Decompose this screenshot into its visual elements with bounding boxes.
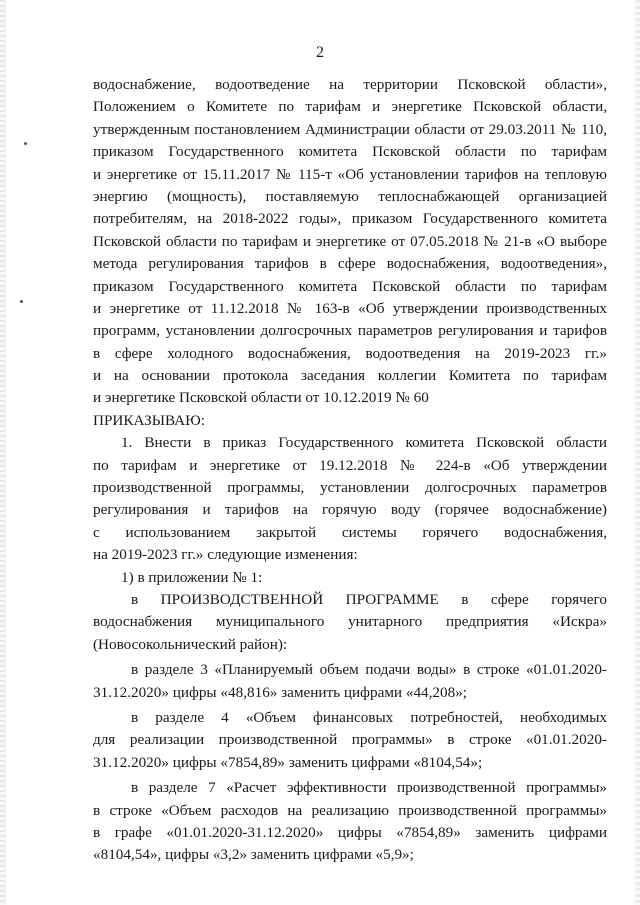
text-line: 1. Внести в приказ Государственного комитета Псковской области [121,434,607,452]
text-line: 1) в приложении № 1: [121,568,263,586]
text-line: приказом Государственного комитета Псковской области по тарифам [93,277,607,295]
text-line: на 2019-2023 гг.» следующие изменения: [93,546,358,564]
text-line: и энергетике от 15.11.2017 № 115-т «Об установлении тарифов на тепловую [93,165,607,183]
text-line: в ПРОИЗВОДСТВЕННОЙ ПРОГРАММЕ в сфере горячего [131,590,607,608]
text-line: по тарифам и энергетике от 19.12.2018 № 224-в «Об утверждении [93,456,607,474]
document-body [93,74,607,867]
text-line: Положением о Комитете по тарифам и энергетике Псковской области, [93,98,607,116]
order-heading: ПРИКАЗЫВАЮ: [93,411,205,429]
text-line: в сфере холодного водоснабжения, водоотведения на 2019-2023 гг.» [93,344,607,362]
text-line: с использованием закрытой системы горячего водоснабжения, [93,523,607,541]
text-line: потребителям, на 2018-2022 годы», приказом Государственного комитета [93,210,607,228]
text-line: в разделе 3 «Планируемый объем подачи воды» в строке «01.01.2020- [131,661,607,679]
text-line: энергию (мощность), поставляемую теплоснабжающей организацией [93,187,607,205]
text-line: водоснабжения муниципального унитарного предприятия «Искра» [93,613,607,631]
text-line: метода регулирования тарифов в сфере водоснабжения, водоотведения», [93,255,607,273]
text-line: программ, установлении долгосрочных параметров регулирования и тарифов [93,322,607,340]
page-number: 2 [316,44,324,61]
text-line: в разделе 7 «Расчет эффективности производственной программы» [131,779,607,797]
text-line: Псковской области по тарифам и энергетике от 07.05.2018 № 21-в «О выборе [93,232,607,250]
text-line: утвержденным постановлением Администрации области от 29.03.2011 № 110, [93,120,607,138]
text-line: и энергетике от 11.12.2018 № 163-в «Об утверждении производственных [93,299,607,317]
text-line: и энергетике Псковской области от 10.12.2019 № 60 [93,389,429,407]
scan-speck [24,142,27,145]
text-line: водоснабжение, водоотведение на территории Псковской области», [93,76,607,93]
text-line: в строке «Объем расходов на реализацию производственной программы» [93,801,607,819]
scan-edge-left [0,0,6,905]
scan-speck [20,300,23,303]
text-line: производственной программы, установлении долгосрочных параметров [93,479,607,497]
text-line: для реализации производственной программы» в строке «01.01.2020- [93,731,607,749]
text-line: (Новосокольнический район): [93,635,288,653]
text-line: и на основании протокола заседания коллегии Комитета по тарифам [93,367,607,385]
text-line: 31.12.2020» цифры «7854,89» заменить цифрами «8104,54»; [93,753,483,771]
text-line: «8104,54», цифры «3,2» заменить цифрами «5,9»; [93,846,414,864]
text-line: приказом Государственного комитета Псковской области по тарифам [93,143,607,161]
text-line: 31.12.2020» цифры «48,816» заменить цифрами «44,208»; [93,683,468,701]
scan-edge-right [635,0,640,905]
text-line: в графе «01.01.2020-31.12.2020» цифры «7854,89» заменить цифрами [93,823,607,841]
text-line: в разделе 4 «Объем финансовых потребностей, необходимых [131,708,607,726]
text-line: регулирования и тарифов на горячую воду (горячее водоснабжение) [93,501,607,519]
